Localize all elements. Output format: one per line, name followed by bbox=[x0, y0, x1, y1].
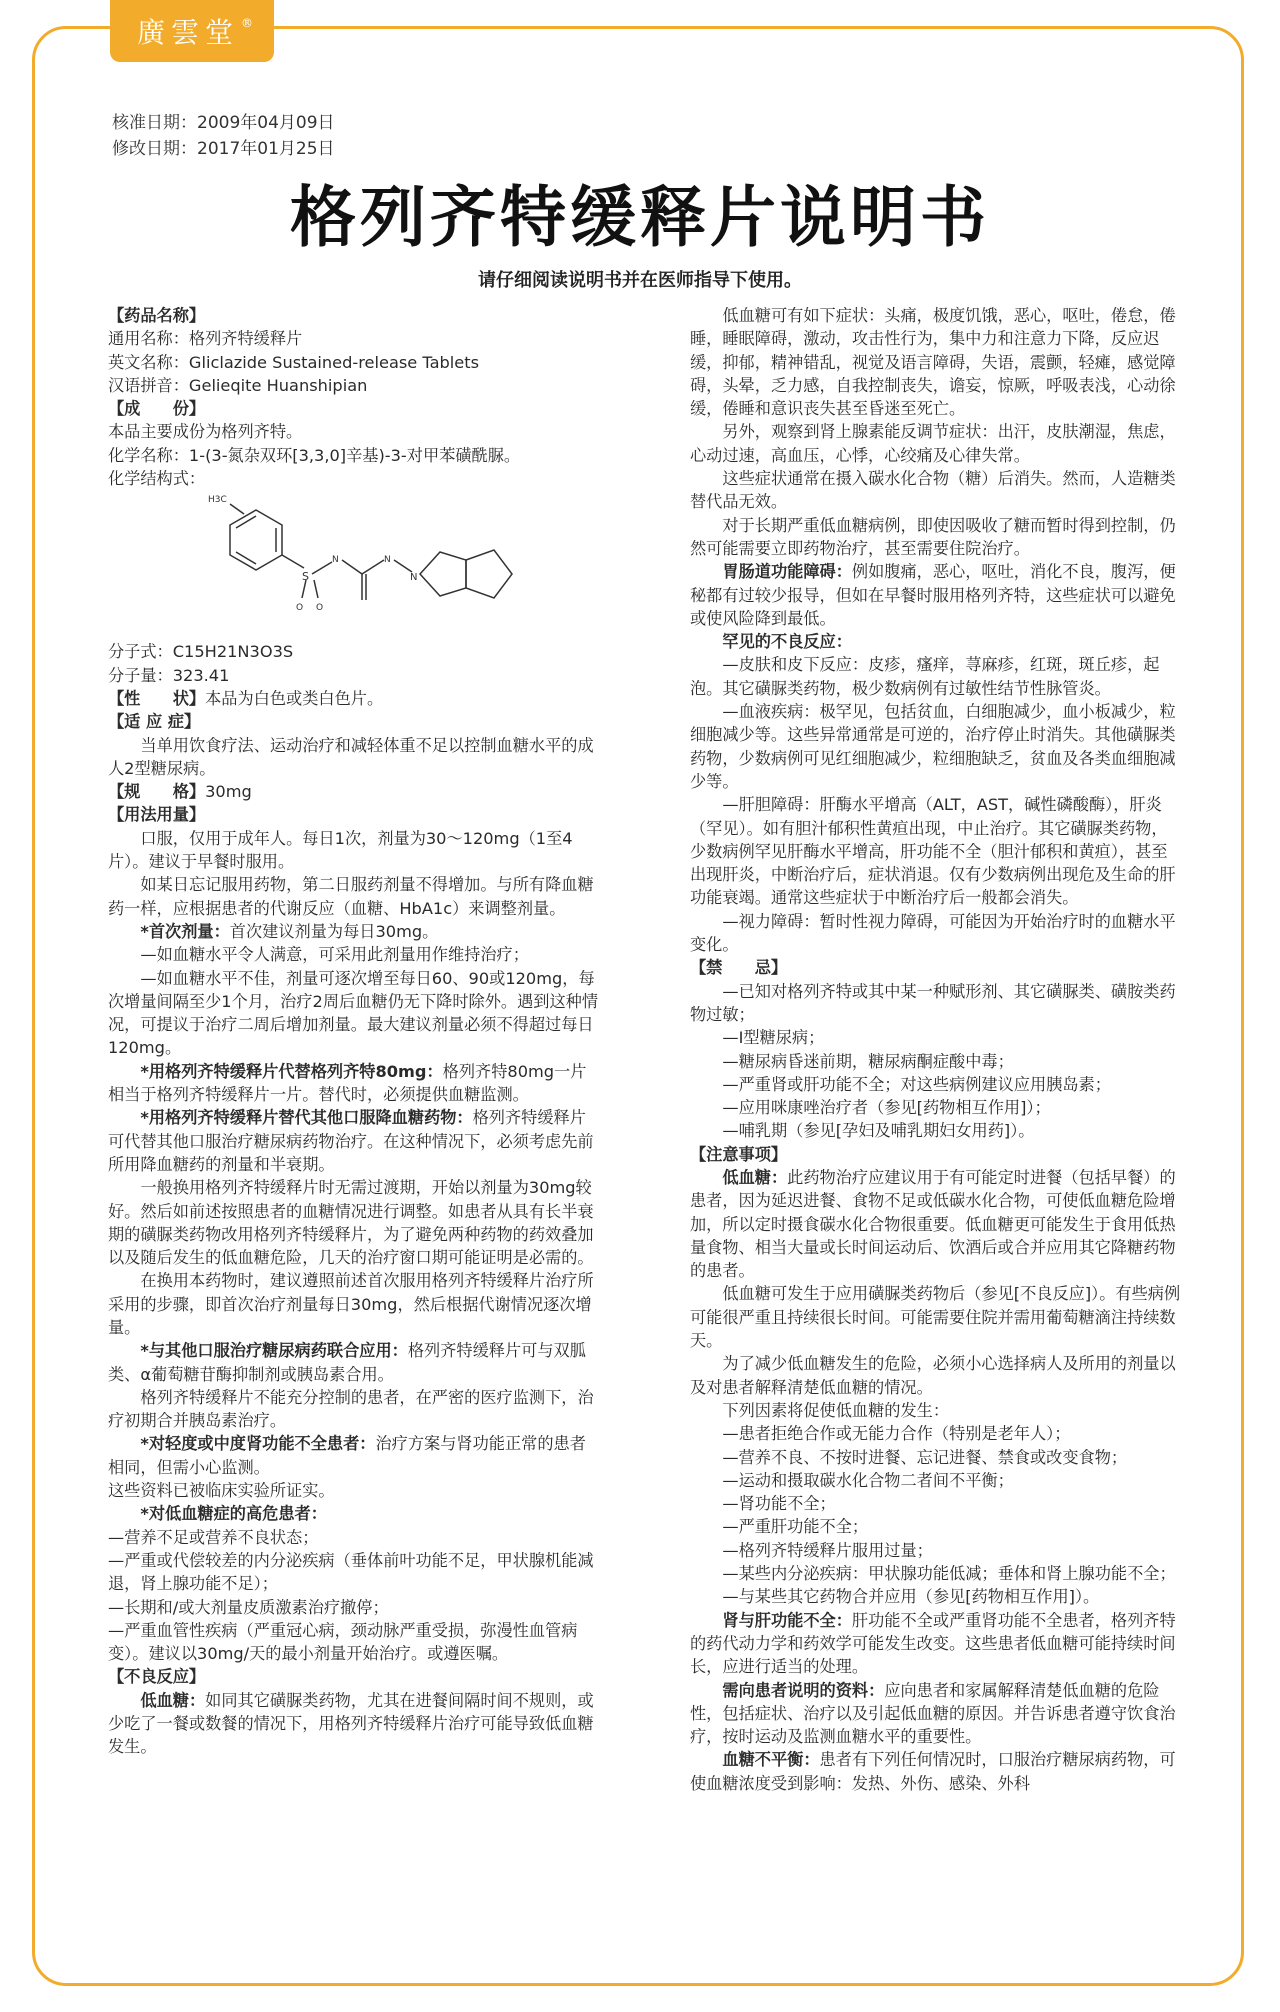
bicyclic-ring bbox=[420, 550, 512, 598]
pinyin-name: 汉语拼音：Gelieqite Huanshipian bbox=[108, 375, 368, 395]
benzene-ring bbox=[230, 504, 282, 570]
left-column bbox=[108, 304, 600, 1974]
adverse-para: 这些症状通常在摄入碳水化合物（糖）后消失。然而，人造糖类替代品无效。 bbox=[690, 469, 1176, 512]
contra-item: —应用咪康唑治疗者（参见[药物相互作用]）； bbox=[722, 1098, 1051, 1118]
usage-para: *用格列齐特缓释片代替格列齐特80mg：格列齐特80mg一片相当于格列齐特缓释片一片。替代时，必须提供血糖监测。 bbox=[108, 1061, 587, 1105]
svg-text:S: S bbox=[302, 570, 309, 584]
svg-text:O: O bbox=[296, 603, 304, 614]
adverse-para: 低血糖可有如下症状：头痛，极度饥饿，恶心，呕吐，倦怠，倦睡，睡眠障碍，激动，攻击性行为，集中力和注意力下降，反应迟缓，抑郁，精神错乱，视觉及语言障碍，失语，震颤，轻瘫，感觉障碍，头晕，乏力感，自我控制丧失，谵妄，惊厥，呼吸表浅，心动徐缓，倦睡和意识丧失甚至昏迷至死亡。 bbox=[690, 306, 1176, 419]
structure-label: 化学结构式： bbox=[108, 469, 206, 489]
heading-property: 【性 状】 bbox=[108, 688, 206, 708]
heading-usage: 【用法用量】 bbox=[108, 805, 206, 825]
usage-para: —如血糖水平令人满意，可采用此剂量用作维持治疗； bbox=[140, 945, 529, 965]
usage-para: 在换用本药物时，建议遵照前述首次服用格列齐特缓释片治疗所采用的步骤，即首次治疗剂量每日30mg，然后根据代谢情况逐次增量。 bbox=[108, 1271, 594, 1337]
chemical-name: 化学名称：1-(3-氮杂双环[3,3,0]辛基)-3-对甲苯磺酰脲。 bbox=[108, 445, 521, 465]
usage-para: —营养不足或营养不良状态； bbox=[108, 1527, 319, 1547]
methyl-label: H3C bbox=[208, 495, 227, 506]
usage-para: 口服，仅用于成年人。每日1次，剂量为30～120mg（1至4片）。建议于早餐时服用。 bbox=[108, 828, 573, 872]
adverse-para: —皮肤和皮下反应：皮疹，瘙痒，荨麻疹，红斑，斑丘疹，起泡。其它磺脲类药物，极少数病例有过敏性结节性脉管炎。 bbox=[690, 655, 1160, 698]
adverse-para: —视力障碍：暂时性视力障碍，可能因为开始治疗时的血糖水平变化。 bbox=[690, 911, 1176, 955]
usage-para: *首次剂量：首次建议剂量为每日30mg。 bbox=[140, 921, 439, 941]
contra-item: —Ⅰ型糖尿病； bbox=[722, 1028, 825, 1048]
usage-para: —严重血管性疾病（严重冠心病，颈动脉严重受损，弥漫性血管病变）。建议以30mg/天的最小剂量开始治疗。或遵医嘱。 bbox=[108, 1620, 578, 1664]
adverse-para: 低血糖：如同其它磺脲类药物，尤其在进餐间隔时间不规则，或少吃了一餐或数餐的情况下，用格列齐特缓释片治疗可能导致低血糖发生。 bbox=[108, 1690, 594, 1757]
revision-date: 修改日期：2017年01月25日 bbox=[112, 139, 335, 159]
usage-para: *对低血糖症的高危患者： bbox=[140, 1504, 327, 1524]
heading-indication: 【适 应 症】 bbox=[108, 712, 201, 732]
heading-cautions: 【注意事项】 bbox=[690, 1144, 788, 1164]
caution-item: —患者拒绝合作或无能力合作（特别是老年人）； bbox=[722, 1424, 1071, 1444]
caution-para: 下列因素将促使低血糖的发生： bbox=[722, 1400, 950, 1420]
caution-para: 血糖不平衡：患者有下列任何情况时，口服治疗糖尿病药物，可使血糖浓度受到影响：发热、外伤、感染、外科 bbox=[690, 1750, 1176, 1793]
svg-text:N: N bbox=[410, 572, 418, 584]
structure-drawing bbox=[204, 490, 544, 640]
usage-para: —长期和/或大剂量皮质激素治疗撤停； bbox=[108, 1597, 389, 1617]
molecular-formula: 分子式：C15H21N3O3S bbox=[108, 642, 294, 662]
svg-text:O: O bbox=[316, 603, 324, 614]
caution-para: 低血糖可发生于应用磺脲类药物后（参见[不良反应]）。有些病例可能很严重且持续很长时间。可能需要住院并需用葡萄糖滴注持续数天。 bbox=[690, 1284, 1181, 1351]
adverse-subheading: 罕见的不良反应： bbox=[722, 632, 852, 652]
adverse-para: —肝胆障碍：肝酶水平增高（ALT，AST，碱性磷酸酶），肝炎（罕见）。如有胆汁郁积性黄疸出现，中止治疗。其它磺脲类药物，少数病例罕见肝酶水平增高，肝功能不全（胆汁郁积和黄疸），甚至出现肝炎，中断治疗后，症状消退。仅有少数病例出现危及生命的肝功能衰竭。通常这些症状于中断治疗后一般都会消失。 bbox=[690, 795, 1176, 908]
caution-item: —严重肝功能不全； bbox=[722, 1517, 869, 1537]
main-composition: 本品主要成份为格列齐特。 bbox=[108, 422, 303, 442]
reading-notice: 请仔细阅读说明书并在医师指导下使用。 bbox=[478, 270, 802, 291]
generic-name: 通用名称：格列齐特缓释片 bbox=[108, 329, 303, 349]
usage-para: *与其他口服治疗糖尿病药联合应用：格列齐特缓释片可与双胍类、α葡萄糖苷酶抑制剂或胰岛素合用。 bbox=[108, 1341, 586, 1384]
usage-para: —如血糖水平不佳，剂量可逐次增至每日60、90或120mg，每次增量间隔至少1个月，治疗2周后血糖仍无下降时除外。遇到这种情况，可提议于治疗二周后增加剂量。最大建议剂量必须不得超过每日120mg。 bbox=[108, 968, 599, 1058]
dates-block bbox=[112, 110, 335, 162]
chemical-structure bbox=[108, 490, 600, 640]
contra-item: —糖尿病昏迷前期，糖尿病酮症酸中毒； bbox=[722, 1051, 1014, 1071]
caution-item: —肾功能不全； bbox=[722, 1494, 836, 1514]
caution-item: —与某些其它药物合并应用（参见[药物相互作用]）。 bbox=[722, 1587, 1100, 1607]
brand-logo-text: 廣雲堂 bbox=[136, 16, 239, 49]
right-column bbox=[690, 304, 1182, 1974]
property-text: 本品为白色或类白色片。 bbox=[205, 688, 384, 708]
heading-contraindications: 【禁 忌】 bbox=[690, 958, 788, 978]
heading-adverse: 【不良反应】 bbox=[108, 1667, 206, 1687]
usage-para: *对轻度或中度肾功能不全患者：治疗方案与肾功能正常的患者相同，但需小心监测。 bbox=[108, 1434, 586, 1477]
caution-item: —运动和摄取碳水化合物二者间不平衡； bbox=[722, 1470, 1014, 1490]
usage-para: 格列齐特缓释片不能充分控制的患者，在严密的医疗监测下，治疗初期合并胰岛素治疗。 bbox=[108, 1387, 594, 1431]
caution-para: 肾与肝功能不全：肝功能不全或严重肾功能不全患者，格列齐特的药代动力学和药效学可能发生改变。这些患者低血糖可能持续时间长，应进行适当的处理。 bbox=[690, 1610, 1176, 1677]
caution-item: —某些内分泌疾病：甲状腺功能低减；垂体和肾上腺功能不全； bbox=[722, 1564, 1176, 1584]
page-title: 格列齐特缓释片说明书 bbox=[290, 179, 990, 256]
caution-item: —营养不良、不按时进餐、忘记进餐、禁食或改变食物； bbox=[722, 1447, 1128, 1467]
english-name: 英文名称：Gliclazide Sustained-release Tablets bbox=[108, 352, 480, 372]
usage-para: 如某日忘记服用药物，第二日服药剂量不得增加。与所有降血糖药一样，应根据患者的代谢反应（血糖、HbA1c）来调整剂量。 bbox=[108, 875, 594, 918]
adverse-para: 对于长期严重低血糖病例，即使因吸收了糖而暂时得到控制，仍然可能需要立即药物治疗，甚至需要住院治疗。 bbox=[690, 515, 1176, 558]
registered-mark: ® bbox=[241, 16, 253, 30]
spec-text: 30mg bbox=[205, 782, 252, 802]
heading-composition: 【成 份】 bbox=[108, 399, 206, 419]
approval-date: 核准日期：2009年04月09日 bbox=[112, 113, 335, 133]
caution-item: —格列齐特缓释片服用过量； bbox=[722, 1540, 933, 1560]
adverse-para: —血液疾病：极罕见，包括贫血，白细胞减少，血小板减少，粒细胞减少等。这些异常通常是可逆的，治疗停止时消失。其他磺脲类药物，少数病例可见红细胞减少，粒细胞缺乏，贫血及各类血细胞减少等。 bbox=[690, 702, 1176, 791]
spec-line bbox=[108, 780, 600, 803]
indication-text: 当单用饮食疗法、运动治疗和减轻体重不足以控制血糖水平的成人2型糖尿病。 bbox=[108, 735, 594, 778]
contra-item: —严重肾或肝功能不全；对这些病例建议应用胰岛素； bbox=[722, 1074, 1111, 1094]
usage-para: 这些资料已被临床实验所证实。 bbox=[108, 1481, 335, 1501]
usage-para: 一般换用格列齐特缓释片时无需过渡期，开始以剂量为30mg较好。然后如前述按照患者的血糖情况进行调整。如患者从具有长半衰期的磺脲类药物改用格列齐特缓释片，为了避免两种药物的药效叠加以及随后发生的低血糖危险，几天的治疗窗口期可能证明是必需的。 bbox=[108, 1178, 594, 1268]
svg-text:N: N bbox=[332, 555, 339, 566]
property-line bbox=[108, 687, 600, 710]
caution-para: 低血糖：此药物治疗应建议用于有可能定时进餐（包括早餐）的患者，因为延迟进餐、食物不足或低碳水化合物，可使低血糖危险增加，所以定时摄食碳水化合物很重要。低血糖更可能发生于食用低热量食物、相当大量或长时间运动后、饮酒后或合并应用其它降糖药物的患者。 bbox=[690, 1167, 1176, 1281]
caution-para: 需向患者说明的资料：应向患者和家属解释清楚低血糖的危险性，包括症状、治疗以及引起低血糖的原因。并告诉患者遵守饮食治疗，按时运动及监测血糖水平的重要性。 bbox=[690, 1680, 1176, 1747]
adverse-para: 另外，观察到肾上腺素能反调节症状：出汗，皮肤潮湿，焦虑，心动过速，高血压，心悸，心绞痛及心律失常。 bbox=[690, 422, 1176, 465]
usage-para: *用格列齐特缓释片替代其他口服降血糖药物：格列齐特缓释片可代替其他口服治疗糖尿病药物治疗。在这种情况下，必须考虑先前所用降血糖药的剂量和半衰期。 bbox=[108, 1108, 594, 1174]
adverse-para: 胃肠道功能障碍：例如腹痛，恶心，呕吐，消化不良，腹泻，便秘都有过较少报导，但如在早餐时服用格列齐特，这些症状可以避免或使风险降到最低。 bbox=[690, 562, 1176, 628]
usage-para: —严重或代偿较差的内分泌疾病（垂体前叶功能不足，甲状腺机能减退，肾上腺功能不足）； bbox=[108, 1550, 594, 1594]
heading-drug-name: 【药品名称】 bbox=[108, 306, 206, 325]
brand-logo bbox=[110, 0, 274, 62]
contra-item: —哺乳期（参见[孕妇及哺乳期妇女用药]）。 bbox=[722, 1121, 1035, 1141]
svg-text:N: N bbox=[384, 555, 391, 566]
heading-spec: 【规 格】 bbox=[108, 782, 206, 802]
molecular-weight: 分子量：323.41 bbox=[108, 665, 230, 685]
caution-para: 为了减少低血糖发生的危险，必须小心选择病人及所用的剂量以及对患者解释清楚低血糖的情况。 bbox=[690, 1354, 1176, 1397]
contra-item: —已知对格列齐特或其中某一种赋形剂、其它磺脲类、磺胺类药物过敏； bbox=[690, 981, 1176, 1024]
